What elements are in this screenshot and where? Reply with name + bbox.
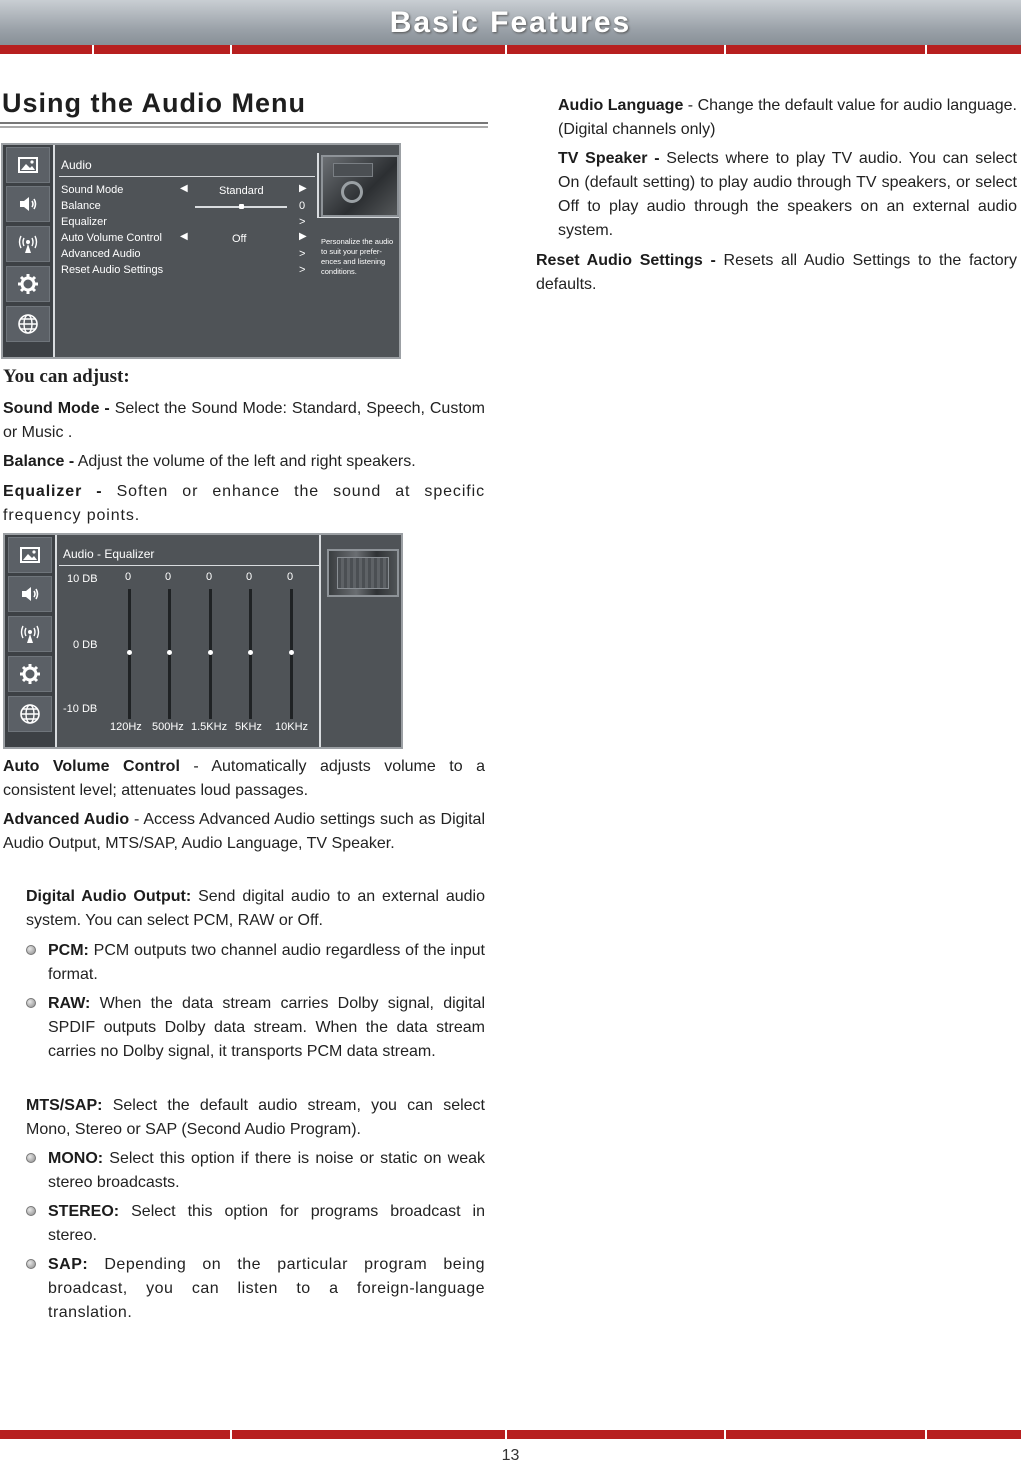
bullet-icon: [26, 998, 36, 1008]
equalizer-menu-screenshot: [3, 533, 403, 749]
header-stripe: [0, 45, 1021, 54]
mts-sap-paragraph: MTS/SAP: Select the default audio stream, you can select Mono, Stereo or SAP (Second Audio Program).: [26, 1097, 485, 1138]
menu-item-balance[interactable]: Balance: [61, 200, 101, 212]
footer-stripe: [0, 1430, 1021, 1439]
reset-arrow[interactable]: >: [299, 264, 306, 276]
equalizer-paragraph: Equalizer - Soften or enhance the sound at specific frequency points.: [3, 483, 485, 524]
bullet-icon: [26, 1259, 36, 1269]
eq-band-value: 0: [206, 571, 213, 583]
eq-band-knob[interactable]: [289, 650, 294, 655]
speaker-icon: [6, 186, 50, 222]
equalizer-arrow[interactable]: >: [299, 216, 306, 228]
stereo-paragraph: STEREO: Select this option for programs broadcast in stereo.: [48, 1203, 485, 1244]
eq-band-value: 0: [287, 571, 294, 583]
left-arrow-icon[interactable]: ◀: [180, 183, 188, 194]
eq-band-frequency: 120Hz: [110, 721, 142, 733]
digital-audio-output-paragraph: Digital Audio Output: Send digital audio to an external audio system. You can select PCM, RAW or Off.: [26, 888, 485, 929]
auto-volume-paragraph: Auto Volume Control - Automatically adjusts volume to a consistent level; attenuates loud passages.: [3, 758, 486, 799]
page-number: 13: [501, 1447, 520, 1464]
section-title: Using the Audio Menu: [2, 88, 306, 118]
sound-mode-value: Standard: [219, 185, 264, 197]
right-arrow-icon[interactable]: ▶: [299, 183, 307, 194]
menu-hint: Personalize the audio to suit your prefer- ences and listening conditions.: [321, 237, 394, 276]
menu-sidebar: [3, 145, 53, 357]
db-label-mid: 0 DB: [73, 639, 98, 651]
reset-audio-paragraph: Reset Audio Settings - Resets all Audio Settings to the factory defaults.: [536, 252, 1018, 293]
balance-paragraph: Balance - Adjust the volume of the left and right speakers.: [3, 453, 416, 470]
picture-icon: [6, 147, 50, 183]
menu-item-auto-volume-control[interactable]: Auto Volume Control: [61, 232, 162, 244]
globe-icon: [8, 696, 52, 732]
eq-band-knob[interactable]: [208, 650, 213, 655]
eq-band-knob[interactable]: [167, 650, 172, 655]
menu-item-advanced-audio[interactable]: Advanced Audio: [61, 248, 141, 260]
sap-paragraph: SAP: Depending on the particular program being broadcast, you can listen to a foreign-language translation.: [48, 1256, 485, 1321]
bullet-icon: [26, 1206, 36, 1216]
eq-band-frequency: 5KHz: [235, 721, 262, 733]
antenna-icon: [6, 226, 50, 262]
you-can-adjust-heading: You can adjust:: [3, 366, 130, 387]
left-arrow-icon[interactable]: ◀: [180, 231, 188, 242]
globe-icon: [6, 306, 50, 342]
eq-band-value: 0: [246, 571, 253, 583]
menu-title: Audio - Equalizer: [63, 547, 155, 561]
raw-paragraph: RAW: When the data stream carries Dolby signal, digital SPDIF outputs Dolby data stream. When the data stream carries no Dolby signal, it transports PCM data stream.: [48, 995, 485, 1060]
eq-band-frequency: 10KHz: [275, 721, 309, 733]
equalizer-panel: [55, 535, 319, 747]
bullet-icon: [26, 1153, 36, 1163]
right-arrow-icon[interactable]: ▶: [299, 231, 307, 242]
audio-menu-panel: [53, 145, 399, 357]
balance-slider-knob[interactable]: [239, 204, 244, 209]
eq-band-knob[interactable]: [248, 650, 253, 655]
gear-icon: [6, 266, 50, 302]
menu-title: Audio: [61, 158, 92, 172]
advanced-audio-arrow[interactable]: >: [299, 248, 306, 260]
advanced-audio-paragraph: Advanced Audio - Access Advanced Audio settings such as Digital Audio Output, MTS/SAP, Audio Language, TV Speaker.: [3, 811, 485, 852]
gear-icon: [8, 656, 52, 692]
menu-item-equalizer[interactable]: Equalizer: [61, 216, 107, 228]
tv-preview-image: [327, 549, 399, 597]
db-label-top: 10 DB: [67, 573, 98, 585]
speaker-icon: [8, 576, 52, 612]
eq-band-value: 0: [165, 571, 172, 583]
section-divider: [0, 122, 488, 124]
pcm-paragraph: PCM: PCM outputs two channel audio regardless of the input format.: [48, 942, 485, 983]
balance-value: 0: [299, 200, 306, 212]
auto-volume-value: Off: [232, 233, 247, 245]
audio-menu-screenshot: [1, 143, 401, 359]
menu-item-reset-audio-settings[interactable]: Reset Audio Settings: [61, 264, 164, 276]
menu-item-sound-mode[interactable]: Sound Mode: [61, 184, 124, 196]
menu-sidebar: [5, 535, 55, 747]
eq-band-frequency: 1.5KHz: [191, 721, 228, 733]
picture-icon: [8, 537, 52, 573]
mono-paragraph: MONO: Select this option if there is noise or static on weak stereo broadcasts.: [48, 1150, 485, 1191]
eq-band-frequency: 500Hz: [152, 721, 184, 733]
tv-speaker-paragraph: TV Speaker - Selects where to play TV audio. You can select On (default setting) to play audio through TV speakers, or select Off to play audio through the speakers on an external audio system.: [558, 150, 1017, 239]
header-title: Basic Features: [389, 6, 632, 39]
antenna-icon: [8, 616, 52, 652]
audio-language-paragraph: Audio Language - Change the default value for audio language. (Digital channels only): [558, 97, 1018, 138]
db-label-bottom: -10 DB: [63, 703, 98, 715]
eq-band-value: 0: [125, 571, 132, 583]
bullet-icon: [26, 945, 36, 955]
tv-preview-image: [321, 155, 399, 217]
sound-mode-paragraph: Sound Mode - Select the Sound Mode: Standard, Speech, Custom or Music .: [3, 400, 485, 441]
eq-band-knob[interactable]: [127, 650, 132, 655]
